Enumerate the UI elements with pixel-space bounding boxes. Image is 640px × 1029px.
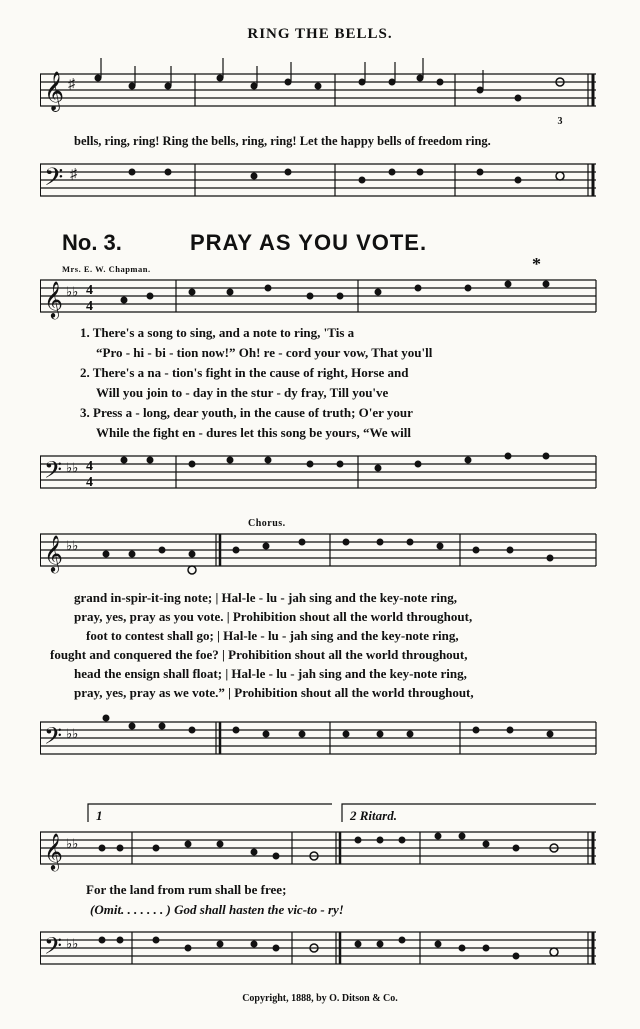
chorus-line-4: fought and conquered the foe? | Prohibition shout all the world throughout,: [50, 647, 468, 662]
svg-text:♯: ♯: [68, 77, 75, 92]
star-mark: *: [532, 254, 541, 274]
svg-text:𝄢: 𝄢: [44, 934, 63, 965]
final-line: For the land from rum shall be free;: [86, 882, 287, 897]
chorus-line-5: head the ensign shall float; | Hal-le - lu - jah sing and the key-note ring,: [74, 666, 467, 681]
ending-2-label: 2 Ritard.: [350, 808, 397, 823]
bass-staff-top: [40, 150, 600, 214]
hymn-title: PRAY AS YOU VOTE.: [190, 230, 428, 255]
treble-staff-top: [40, 52, 600, 124]
svg-text:4: 4: [86, 283, 93, 298]
chorus-line-2: pray, yes, pray as you vote. | Prohibition shout all the world throughout,: [74, 609, 473, 624]
chorus-line-3: foot to contest shall go; | Hal-le - lu - jah sing and the key-note ring,: [86, 628, 459, 643]
omit-line: (Omit. . . . . . . ) God shall hasten the vic-to - ry!: [90, 902, 344, 917]
treble-staff-3: [40, 822, 600, 880]
volta-brackets: [40, 800, 600, 824]
svg-text:4: 4: [86, 299, 93, 314]
bass-staff-2: [40, 712, 600, 772]
svg-text:𝄞: 𝄞: [44, 73, 65, 110]
svg-text:♭♭: ♭♭: [66, 460, 79, 475]
verse-line-6: While the fight en - dures let this song be yours, “We will: [96, 425, 412, 440]
svg-text:𝄢: 𝄢: [44, 724, 63, 755]
section-title: RING THE BELLS.: [247, 26, 393, 42]
finger-number: 3: [557, 116, 563, 124]
svg-text:♭♭: ♭♭: [66, 538, 79, 553]
svg-text:𝄢: 𝄢: [44, 164, 64, 197]
svg-text:𝄢: 𝄢: [44, 458, 63, 489]
verse-line-2: “Pro - hi - bi - tion now!” Oh! re - cord your vow, That you'll: [96, 345, 433, 360]
svg-text:𝄞: 𝄞: [44, 281, 63, 317]
bass-staff-3: [40, 922, 600, 982]
verse-line-5: 3. Press a - long, dear youth, in the cause of truth; O'er your: [80, 405, 413, 420]
copyright-notice: Copyright, 1888, by O. Ditson & Co.: [242, 993, 398, 1004]
hymn-number: No. 3.: [62, 230, 122, 255]
svg-text:♭♭: ♭♭: [66, 936, 79, 951]
top-lyric: bells, ring, ring! Ring the bells, ring, ring! Let the happy bells of freedom ring.: [74, 134, 491, 148]
ending-1-label: 1: [96, 808, 103, 823]
svg-text:♭♭: ♭♭: [66, 726, 79, 741]
verse-line-4: Will you join to - day in the stur - dy fray, Till you've: [96, 385, 389, 400]
author-credit: Mrs. E. W. Chapman.: [62, 264, 151, 274]
svg-text:𝄞: 𝄞: [44, 535, 63, 571]
svg-text:𝄞: 𝄞: [44, 833, 63, 869]
svg-text:4: 4: [86, 475, 93, 490]
svg-text:♭♭: ♭♭: [66, 836, 79, 851]
bass-staff-1: [40, 446, 600, 500]
svg-text:4: 4: [86, 459, 93, 474]
chorus-label: Chorus.: [248, 518, 286, 529]
svg-text:♭♭: ♭♭: [66, 284, 79, 299]
chorus-line-6: pray, yes, pray as we vote.” | Prohibition shout all the world throughout,: [74, 685, 474, 700]
chorus-line-1: grand in-spir-it-ing note; | Hal-le - lu - jah sing and the key-note ring,: [74, 590, 458, 605]
svg-text:♯: ♯: [70, 167, 77, 182]
verse-line-3: 2. There's a na - tion's fight in the cause of right, Horse and: [80, 365, 409, 380]
treble-staff-1: [40, 270, 600, 330]
treble-staff-2: [40, 524, 600, 584]
verse-line-1: 1. There's a song to sing, and a note to ring, 'Tis a: [80, 325, 355, 340]
